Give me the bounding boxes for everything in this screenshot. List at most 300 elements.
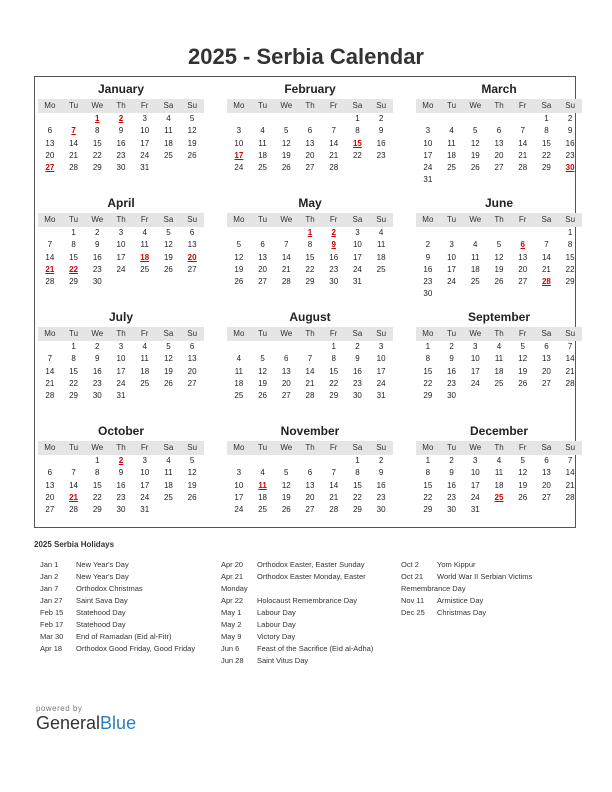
weekday-label: Su [187, 215, 198, 224]
day-cell: 27 [518, 277, 528, 287]
day-cell: 6 [284, 354, 289, 364]
day-cell: 24 [447, 277, 457, 287]
days-grid [227, 113, 393, 174]
weekday-label: Su [376, 101, 387, 110]
day-cell: 12 [187, 126, 197, 136]
day-cell: 9 [378, 468, 384, 478]
weekday-label: Mo [44, 329, 56, 338]
day-cell: 16 [352, 366, 362, 376]
weekday-header [416, 99, 582, 113]
day-cell: 24 [234, 505, 244, 515]
day-cell: 17 [234, 492, 244, 502]
day-cell: 30 [352, 391, 362, 401]
day-cell: 8 [95, 468, 100, 478]
day-cell: 24 [376, 378, 386, 388]
holiday-name: Labour Day [257, 608, 296, 617]
day-cell: 12 [470, 138, 480, 148]
holiday-name: End of Ramadan (Eid al-Fitr) [76, 632, 172, 641]
day-cell: 7 [331, 126, 336, 136]
weekday-label: Fr [329, 443, 338, 452]
day-cell: 23 [329, 264, 339, 274]
day-cell: 2 [355, 342, 360, 351]
day-cell: 9 [95, 240, 100, 250]
day-cell: 26 [518, 378, 528, 388]
day-cell: 11 [140, 354, 149, 364]
day-cell: 30 [116, 505, 126, 515]
weekday-label: Tu [69, 443, 79, 452]
day-cell: 19 [470, 150, 480, 160]
day-cell: 19 [163, 366, 173, 376]
day-cell: 8 [355, 468, 360, 478]
day-cell: 10 [352, 240, 362, 250]
day-cell: 23 [565, 150, 575, 160]
day-cell: 18 [140, 366, 150, 376]
weekday-label: Th [494, 443, 504, 452]
day-cell: 13 [305, 480, 315, 490]
holiday-item [401, 571, 532, 583]
day-cell: 15 [541, 138, 551, 148]
day-cell: 4 [260, 126, 265, 136]
holiday-name: Orthodox Christmas [76, 584, 143, 593]
weekday-label: Mo [44, 443, 56, 452]
holiday-name: Orthodox Easter Monday, Easter [257, 572, 366, 581]
holiday-item [221, 643, 373, 655]
day-cell: 16 [116, 138, 126, 148]
day-cell: 23 [447, 378, 457, 388]
day-cell: 15 [92, 480, 102, 490]
day-cell: 17 [376, 366, 386, 376]
day-cell: 29 [565, 277, 575, 287]
day-cell: 12 [163, 354, 173, 364]
day-cell: 14 [281, 252, 291, 262]
days-grid [227, 341, 393, 402]
logo-general: General [36, 713, 101, 733]
weekday-label: Th [305, 101, 315, 110]
holiday-name: Yom Kippur [437, 560, 476, 569]
weekday-label: Sa [163, 329, 174, 338]
day-cell: 1 [425, 342, 431, 351]
day-cell: 26 [163, 378, 173, 388]
day-cell: 5 [284, 468, 289, 478]
day-cell: 5 [260, 354, 265, 364]
weekday-label: Th [305, 215, 315, 224]
weekday-label: Mo [422, 101, 434, 110]
holiday-item [401, 583, 532, 595]
day-cell: 30 [447, 391, 457, 401]
day-cell: 16 [447, 480, 457, 490]
month-march [416, 81, 582, 187]
day-cell: 5 [166, 342, 171, 351]
day-cell: 28 [305, 391, 315, 401]
day-cell: 20 [45, 492, 55, 502]
weekday-label: Sa [352, 443, 363, 452]
empty-cell [322, 113, 346, 125]
day-cell: 4 [378, 228, 384, 237]
day-cell: 5 [496, 240, 502, 250]
day-cell: 9 [378, 126, 384, 136]
weekday-header [38, 441, 204, 455]
holiday-day-cell: 28 [541, 277, 551, 287]
day-cell: 15 [69, 252, 79, 262]
holiday-date: Jan 7 [40, 584, 59, 593]
holiday-item [401, 595, 532, 607]
weekday-label: Su [565, 329, 576, 338]
day-cell: 22 [423, 492, 433, 502]
day-cell: 4 [142, 228, 147, 237]
day-cell: 24 [140, 492, 150, 502]
day-cell: 18 [494, 366, 504, 376]
day-cell: 7 [567, 456, 573, 465]
day-cell: 23 [423, 277, 433, 287]
holiday-date: Jan 1 [40, 560, 59, 569]
weekday-label: Sa [541, 443, 552, 452]
holiday-name: Victory Day [257, 632, 296, 641]
day-cell: 3 [142, 114, 147, 123]
day-cell: 5 [520, 342, 525, 351]
day-cell: 22 [565, 264, 575, 274]
weekday-label: Fr [329, 215, 338, 224]
month-june [416, 195, 582, 301]
day-cell: 10 [140, 468, 150, 478]
day-cell: 13 [518, 252, 528, 262]
empty-cell [251, 113, 275, 125]
weekday-label: Tu [258, 101, 268, 110]
day-cell: 1 [544, 114, 549, 123]
day-cell: 15 [92, 138, 102, 148]
weekday-label: Th [494, 329, 504, 338]
holiday-item [221, 595, 373, 607]
day-cell: 27 [187, 378, 197, 388]
day-cell: 25 [376, 264, 386, 274]
month-december [416, 423, 582, 516]
day-cell: 2 [449, 456, 454, 465]
day-cell: 30 [447, 505, 457, 515]
day-cell: 8 [95, 126, 100, 136]
empty-cell [322, 455, 346, 467]
weekday-label: Mo [422, 329, 434, 338]
day-cell: 26 [518, 492, 528, 502]
day-cell: 26 [494, 277, 504, 287]
weekday-header [227, 327, 393, 341]
day-cell: 5 [473, 126, 478, 136]
holiday-item [40, 619, 195, 631]
holiday-name: Monday [221, 584, 248, 593]
day-cell: 24 [140, 150, 150, 160]
day-cell: 22 [92, 150, 102, 160]
generalblue-logo [36, 704, 136, 734]
holiday-day-cell: 2 [331, 228, 336, 237]
holiday-item [401, 559, 532, 571]
weekday-label: Su [187, 329, 198, 338]
day-cell: 13 [305, 138, 315, 148]
day-cell: 8 [425, 354, 431, 364]
day-cell: 10 [116, 354, 126, 364]
day-cell: 12 [518, 354, 528, 364]
weekday-label: Th [305, 329, 315, 338]
day-cell: 14 [518, 138, 528, 148]
day-cell: 23 [376, 492, 386, 502]
day-cell: 23 [116, 492, 126, 502]
day-cell: 11 [494, 468, 504, 478]
holiday-item [221, 631, 373, 643]
day-cell: 18 [494, 480, 504, 490]
weekday-label: Mo [233, 101, 245, 110]
weekday-label: We [280, 443, 293, 452]
day-cell: 6 [47, 126, 53, 136]
empty-cell [440, 113, 464, 125]
weekday-header [416, 213, 582, 227]
holiday-day-cell: 18 [140, 252, 150, 262]
day-cell: 18 [234, 378, 244, 388]
day-cell: 20 [518, 264, 528, 274]
month-january [38, 81, 204, 174]
weekday-label: Fr [140, 443, 149, 452]
day-cell: 6 [496, 126, 502, 136]
holiday-name: New Year's Day [76, 572, 129, 581]
holiday-day-cell: 2 [118, 456, 124, 465]
holiday-date: Oct 21 [401, 572, 424, 581]
day-cell: 16 [376, 480, 386, 490]
day-cell: 15 [329, 366, 339, 376]
holiday-date: Mar 30 [40, 632, 64, 641]
day-cell: 29 [329, 391, 339, 401]
day-cell: 1 [355, 456, 360, 465]
weekday-label: We [280, 215, 293, 224]
holiday-item [221, 583, 373, 595]
empty-cell [416, 113, 440, 125]
empty-cell [227, 113, 251, 125]
weekday-label: Sa [352, 215, 363, 224]
day-cell: 20 [305, 492, 315, 502]
day-cell: 29 [423, 505, 433, 515]
day-cell: 31 [423, 175, 433, 185]
weekday-label: Mo [233, 443, 245, 452]
day-cell: 7 [47, 240, 53, 250]
day-cell: 30 [376, 505, 386, 515]
empty-cell [251, 227, 275, 239]
day-cell: 17 [116, 252, 126, 262]
day-cell: 6 [544, 342, 549, 351]
holiday-day-cell: 20 [187, 252, 197, 262]
holiday-name: Feast of the Sacrifice (Eid al-Adha) [257, 644, 374, 653]
day-cell: 21 [45, 378, 55, 388]
day-cell: 7 [47, 354, 53, 364]
day-cell: 30 [329, 277, 339, 287]
weekday-label: Mo [233, 329, 245, 338]
holiday-day-cell: 21 [69, 492, 79, 502]
page-title: 2025 - Serbia Calendar [187, 44, 424, 69]
weekday-header [227, 441, 393, 455]
holiday-date: Feb 17 [40, 620, 64, 629]
holiday-name: Holocaust Remembrance Day [257, 596, 358, 605]
day-cell: 8 [567, 240, 573, 250]
day-cell: 26 [470, 163, 480, 173]
day-cell: 23 [92, 264, 102, 274]
month-name: January [97, 82, 145, 96]
holiday-date: Nov 11 [401, 596, 425, 605]
days-grid [38, 227, 204, 288]
holiday-item [40, 643, 195, 655]
day-cell: 29 [423, 391, 433, 401]
day-cell: 11 [164, 126, 173, 136]
day-cell: 28 [69, 505, 79, 515]
weekday-label: We [469, 215, 482, 224]
day-cell: 2 [378, 114, 384, 123]
empty-cell [227, 341, 251, 353]
day-cell: 18 [258, 150, 268, 160]
month-name: December [469, 424, 529, 438]
day-cell: 19 [281, 150, 291, 160]
day-cell: 27 [541, 378, 551, 388]
weekday-label: Th [494, 101, 504, 110]
day-cell: 30 [92, 277, 102, 287]
weekday-label: Fr [329, 101, 338, 110]
holiday-date: Apr 22 [221, 596, 244, 605]
day-cell: 11 [447, 138, 456, 148]
day-cell: 1 [567, 228, 573, 237]
empty-cell [38, 341, 62, 353]
day-cell: 5 [189, 114, 195, 123]
day-cell: 14 [329, 480, 339, 490]
weekday-header [416, 327, 582, 341]
weekday-label: We [280, 329, 293, 338]
holidays-title: 2025 Serbia Holidays [34, 540, 115, 549]
day-cell: 26 [281, 163, 291, 173]
day-cell: 19 [163, 252, 173, 262]
empty-cell [298, 455, 322, 467]
day-cell: 31 [352, 277, 362, 287]
day-cell: 27 [541, 492, 551, 502]
weekday-label: Fr [140, 101, 149, 110]
day-cell: 9 [449, 468, 454, 478]
month-september [416, 309, 582, 402]
day-cell: 10 [234, 138, 244, 148]
month-name: June [484, 196, 513, 210]
day-cell: 15 [69, 366, 79, 376]
day-cell: 22 [329, 378, 339, 388]
empty-cell [535, 227, 559, 239]
day-cell: 31 [376, 391, 386, 401]
day-cell: 12 [258, 366, 268, 376]
weekday-label: We [91, 329, 104, 338]
day-cell: 24 [423, 163, 433, 173]
holiday-date: May 1 [221, 608, 242, 617]
day-cell: 11 [140, 240, 149, 250]
weekday-label: Th [116, 215, 126, 224]
empty-cell [274, 455, 298, 467]
holiday-date: Jun 28 [221, 656, 244, 665]
day-cell: 24 [116, 378, 126, 388]
weekday-label: Tu [258, 443, 268, 452]
weekday-label: We [469, 101, 482, 110]
day-cell: 28 [281, 277, 291, 287]
day-cell: 16 [329, 252, 339, 262]
day-cell: 1 [331, 342, 336, 351]
day-cell: 9 [449, 354, 454, 364]
empty-cell [298, 341, 322, 353]
day-cell: 10 [423, 138, 433, 148]
day-cell: 25 [494, 378, 504, 388]
day-cell: 14 [541, 252, 551, 262]
weekday-label: Mo [44, 215, 56, 224]
month-may [227, 195, 393, 288]
day-cell: 21 [305, 378, 315, 388]
holiday-day-cell: 30 [565, 163, 575, 173]
day-cell: 14 [329, 138, 339, 148]
day-cell: 10 [376, 354, 386, 364]
day-cell: 12 [163, 240, 173, 250]
holiday-day-cell: 7 [71, 126, 76, 136]
day-cell: 11 [234, 366, 243, 376]
day-cell: 24 [116, 264, 126, 274]
holiday-date: May 2 [221, 620, 242, 629]
day-cell: 3 [118, 342, 124, 351]
day-cell: 29 [541, 163, 551, 173]
day-cell: 12 [234, 252, 244, 262]
weekday-label: Sa [163, 101, 174, 110]
day-cell: 5 [236, 240, 242, 250]
day-cell: 2 [567, 114, 573, 123]
day-cell: 1 [71, 342, 76, 351]
day-cell: 28 [45, 391, 55, 401]
month-name: February [284, 82, 336, 96]
weekday-label: Mo [422, 443, 434, 452]
day-cell: 9 [567, 126, 573, 136]
holiday-item [221, 655, 373, 667]
day-cell: 1 [71, 228, 76, 237]
day-cell: 6 [260, 240, 265, 250]
day-cell: 29 [92, 163, 102, 173]
weekday-label: Su [565, 101, 576, 110]
day-cell: 21 [69, 150, 79, 160]
month-name: March [481, 82, 517, 96]
day-cell: 19 [258, 378, 268, 388]
weekday-label: Su [376, 329, 387, 338]
empty-cell [298, 113, 322, 125]
day-cell: 15 [423, 480, 433, 490]
day-cell: 15 [352, 480, 362, 490]
day-cell: 4 [473, 240, 478, 250]
weekday-label: Fr [329, 329, 338, 338]
holiday-item [40, 631, 195, 643]
day-cell: 24 [470, 492, 480, 502]
holiday-date: Apr 21 [221, 572, 244, 581]
day-cell: 8 [307, 240, 313, 250]
day-cell: 13 [258, 252, 268, 262]
day-cell: 21 [541, 264, 551, 274]
day-cell: 22 [352, 150, 362, 160]
month-name: May [298, 196, 322, 210]
weekday-label: Sa [352, 329, 363, 338]
day-cell: 8 [331, 354, 336, 364]
weekday-label: Sa [163, 215, 174, 224]
days-grid [227, 455, 393, 516]
holiday-day-cell: 27 [45, 163, 55, 173]
day-cell: 1 [425, 456, 431, 465]
holiday-name: Statehood Day [76, 620, 126, 629]
day-cell: 24 [470, 378, 480, 388]
day-cell: 19 [518, 366, 528, 376]
holiday-column-2 [221, 559, 373, 667]
day-cell: 29 [305, 277, 315, 287]
empty-cell [251, 455, 275, 467]
day-cell: 7 [307, 354, 313, 364]
day-cell: 17 [116, 366, 126, 376]
days-grid [416, 113, 582, 187]
day-cell: 13 [45, 480, 55, 490]
month-august [227, 309, 393, 402]
days-grid [416, 227, 582, 301]
